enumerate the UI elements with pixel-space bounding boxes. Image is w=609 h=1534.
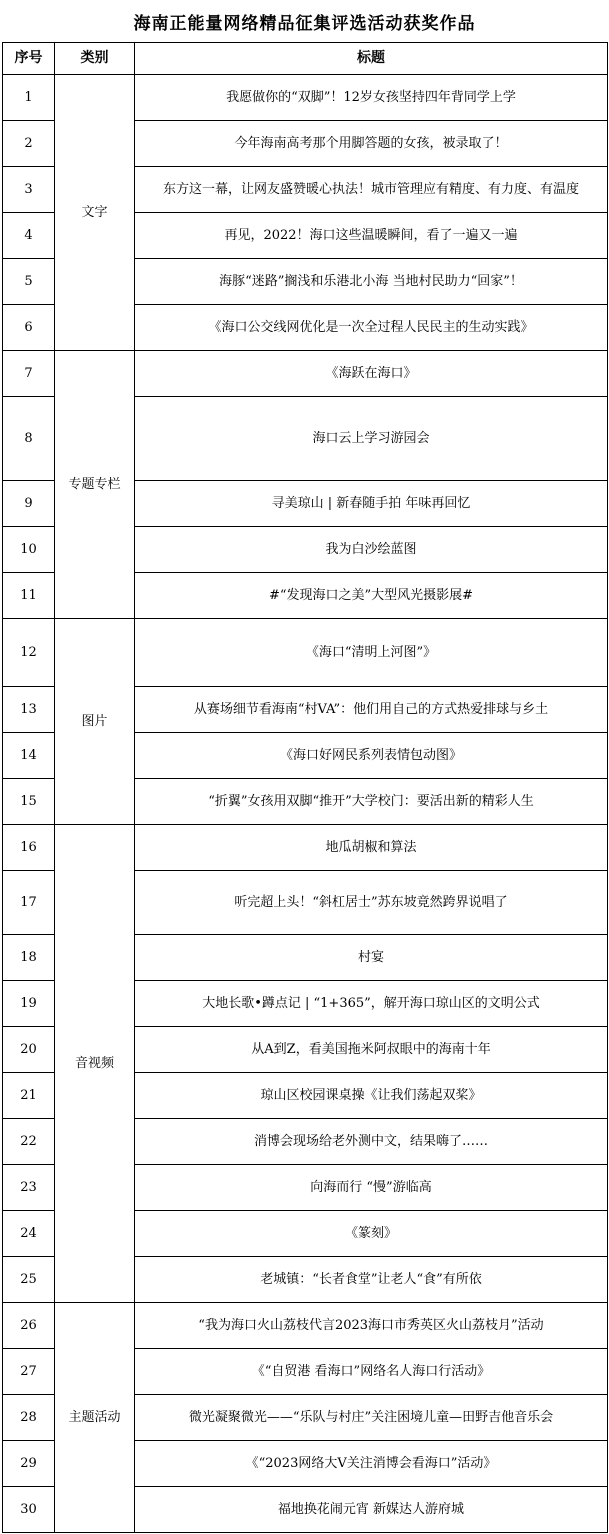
row-index: 8 <box>3 397 55 481</box>
work-title: 老城镇：“长者食堂”让老人“食”有所依 <box>135 1257 608 1303</box>
work-title: 海豚“迷路”搁浅和乐港北小海 当地村民助力“回家”！ <box>135 259 608 305</box>
category-cell: 图片 <box>55 619 135 825</box>
work-title: “我为海口火山荔枝代言2023海口市秀英区火山荔枝月”活动 <box>135 1303 608 1349</box>
category-cell: 文字 <box>55 75 135 351</box>
work-title: 《海跃在海口》 <box>135 351 608 397</box>
row-index: 29 <box>3 1441 55 1487</box>
work-title: 再见，2022！海口这些温暖瞬间，看了一遍又一遍 <box>135 213 608 259</box>
table-row <box>3 1303 608 1349</box>
work-title: 《海口“清明上河图”》 <box>135 619 608 687</box>
table-body <box>3 75 608 1533</box>
work-title: 消博会现场给老外测中文，结果嗨了…… <box>135 1119 608 1165</box>
row-index: 18 <box>3 935 55 981</box>
table-header-row <box>3 43 608 75</box>
table-row <box>3 825 608 871</box>
row-index: 19 <box>3 981 55 1027</box>
row-index: 11 <box>3 573 55 619</box>
row-index: 23 <box>3 1165 55 1211</box>
row-index: 2 <box>3 121 55 167</box>
work-title: 《海口公交线网优化是一次全过程人民民主的生动实践》 <box>135 305 608 351</box>
category-cell: 主题活动 <box>55 1303 135 1533</box>
table-row <box>3 351 608 397</box>
work-title: 大地长歌•蹲点记 | “1+365”，解开海口琼山区的文明公式 <box>135 981 608 1027</box>
page-title: 海南正能量网络精品征集评选活动获奖作品 <box>133 13 476 34</box>
work-title: 从A到Z，看美国拖米阿叔眼中的海南十年 <box>135 1027 608 1073</box>
work-title: 《海口好网民系列表情包动图》 <box>135 733 608 779</box>
work-title: 寻美琼山 | 新春随手拍 年味再回忆 <box>135 481 608 527</box>
work-title: 我为白沙绘蓝图 <box>135 527 608 573</box>
row-index: 20 <box>3 1027 55 1073</box>
row-index: 21 <box>3 1073 55 1119</box>
row-index: 12 <box>3 619 55 687</box>
work-title: 海口云上学习游园会 <box>135 397 608 481</box>
row-index: 16 <box>3 825 55 871</box>
header-title: 标题 <box>135 43 608 75</box>
row-index: 9 <box>3 481 55 527</box>
work-title: 琼山区校园课桌操《让我们荡起双桨》 <box>135 1073 608 1119</box>
row-index: 13 <box>3 687 55 733</box>
header-category: 类别 <box>55 43 135 75</box>
awards-table <box>2 42 608 1533</box>
row-index: 27 <box>3 1349 55 1395</box>
row-index: 28 <box>3 1395 55 1441</box>
row-index: 17 <box>3 871 55 935</box>
row-index: 1 <box>3 75 55 121</box>
row-index: 30 <box>3 1487 55 1533</box>
work-title: 从赛场细节看海南“村VA”：他们用自己的方式热爱排球与乡土 <box>135 687 608 733</box>
work-title: 今年海南高考那个用脚答题的女孩，被录取了！ <box>135 121 608 167</box>
row-index: 22 <box>3 1119 55 1165</box>
work-title: 听完超上头！“斜杠居士”苏东坡竟然跨界说唱了 <box>135 871 608 935</box>
work-title: 我愿做你的“双脚”！12岁女孩坚持四年背同学上学 <box>135 75 608 121</box>
row-index: 4 <box>3 213 55 259</box>
work-title: 微光凝聚微光——“乐队与村庄”关注困境儿童—田野吉他音乐会 <box>135 1395 608 1441</box>
row-index: 25 <box>3 1257 55 1303</box>
row-index: 10 <box>3 527 55 573</box>
row-index: 24 <box>3 1211 55 1257</box>
work-title: #“发现海口之美”大型风光摄影展# <box>135 573 608 619</box>
work-title: 《“自贸港 看海口”网络名人海口行活动》 <box>135 1349 608 1395</box>
row-index: 7 <box>3 351 55 397</box>
work-title: 村宴 <box>135 935 608 981</box>
work-title: 地瓜胡椒和算法 <box>135 825 608 871</box>
row-index: 14 <box>3 733 55 779</box>
category-cell: 专题专栏 <box>55 351 135 619</box>
table-row <box>3 75 608 121</box>
row-index: 5 <box>3 259 55 305</box>
work-title: 《“2023网络大V关注消博会看海口”活动》 <box>135 1441 608 1487</box>
header-index: 序号 <box>3 43 55 75</box>
work-title: “折翼”女孩用双脚“推开”大学校门：要活出新的精彩人生 <box>135 779 608 825</box>
category-cell: 音视频 <box>55 825 135 1303</box>
work-title: 福地换花闹元宵 新媒达人游府城 <box>135 1487 608 1533</box>
work-title: 东方这一幕，让网友盛赞暖心执法！城市管理应有精度、有力度、有温度 <box>135 167 608 213</box>
work-title: 向海而行 “慢”游临高 <box>135 1165 608 1211</box>
row-index: 15 <box>3 779 55 825</box>
row-index: 3 <box>3 167 55 213</box>
row-index: 26 <box>3 1303 55 1349</box>
row-index: 6 <box>3 305 55 351</box>
table-row <box>3 619 608 687</box>
work-title: 《篆刻》 <box>135 1211 608 1257</box>
